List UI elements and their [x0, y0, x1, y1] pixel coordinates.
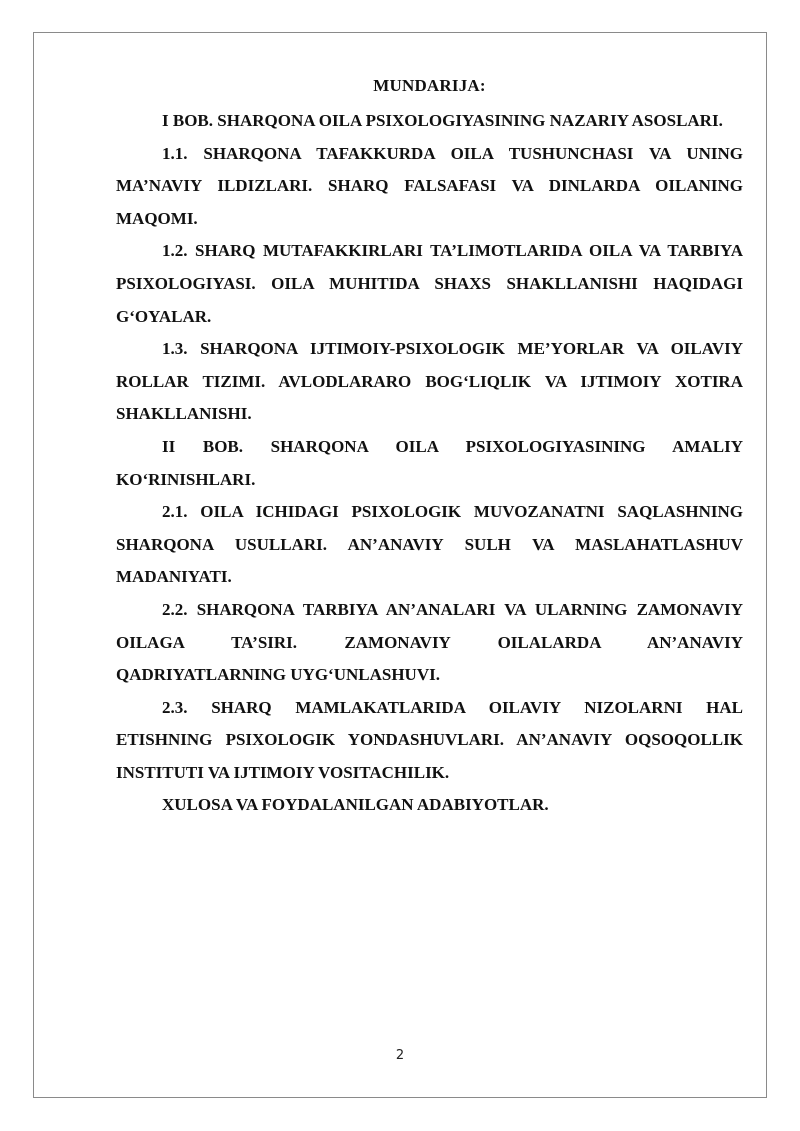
toc-entry-1-2: 1.2. SHARQ MUTAFAKKIRLARI TA’LIMOTLARIDA OILA VA TARBIYA PSIXOLOGIYASI. OILA MUHITIDA SHAXS SHAKLLANISHI HAQIDAGI G‘OYALAR. — [116, 241, 743, 326]
toc-entry-chapter-2: II BOB. SHARQONA OILA PSIXOLOGIYASINING AMALIY KO‘RINISHLARI. — [116, 436, 743, 489]
toc-entry-chapter-1: I BOB. SHARQONA OILA PSIXOLOGIYASINING NAZARIY ASOSLARI. — [162, 111, 723, 130]
toc-entry-1-3: 1.3. SHARQONA IJTIMOIY-PSIXOLOGIK ME’YORLAR VA OILAVIY ROLLAR TIZIMI. AVLODLARARO BOG‘LIQLIK VA IJTIMOIY XOTIRA SHAKLLANISHI. — [116, 339, 743, 424]
toc-title: MUNDARIJA: — [373, 76, 486, 95]
toc-entry-2-1: 2.1. OILA ICHIDAGI PSIXOLOGIK MUVOZANATNI SAQLASHNING SHARQONA USULLARI. AN’ANAVIY SULH VA MASLAHATLASHUV MADANIYATI. — [116, 502, 743, 587]
table-of-contents — [116, 73, 743, 822]
toc-entry-1-1: 1.1. SHARQONA TAFAKKURDA OILA TUSHUNCHASI VA UNING MA’NAVIY ILDIZLARI. SHARQ FALSAFASI VA DINLARDA OILANING MAQOMI. — [116, 143, 743, 228]
toc-entry-conclusion: XULOSA VA FOYDALANILGAN ADABIYOTLAR. — [162, 795, 549, 815]
page-number: 2 — [395, 1048, 405, 1063]
toc-entry-2-3: 2.3. SHARQ MAMLAKATLARIDA OILAVIY NIZOLARNI HAL ETISHNING PSIXOLOGIK YONDASHUVLARI. AN’ANAVIY OQSOQOLLIK INSTITUTI VA IJTIMOIY VOSITACHILIK. — [116, 697, 743, 782]
toc-entry-2-2: 2.2. SHARQONA TARBIYA AN’ANALARI VA ULARNING ZAMONAVIY OILAGA TA’SIRI. ZAMONAVIY OILALARDA AN’ANAVIY QADRIYATLARNING UYG‘UNLASHUVI. — [116, 599, 743, 685]
